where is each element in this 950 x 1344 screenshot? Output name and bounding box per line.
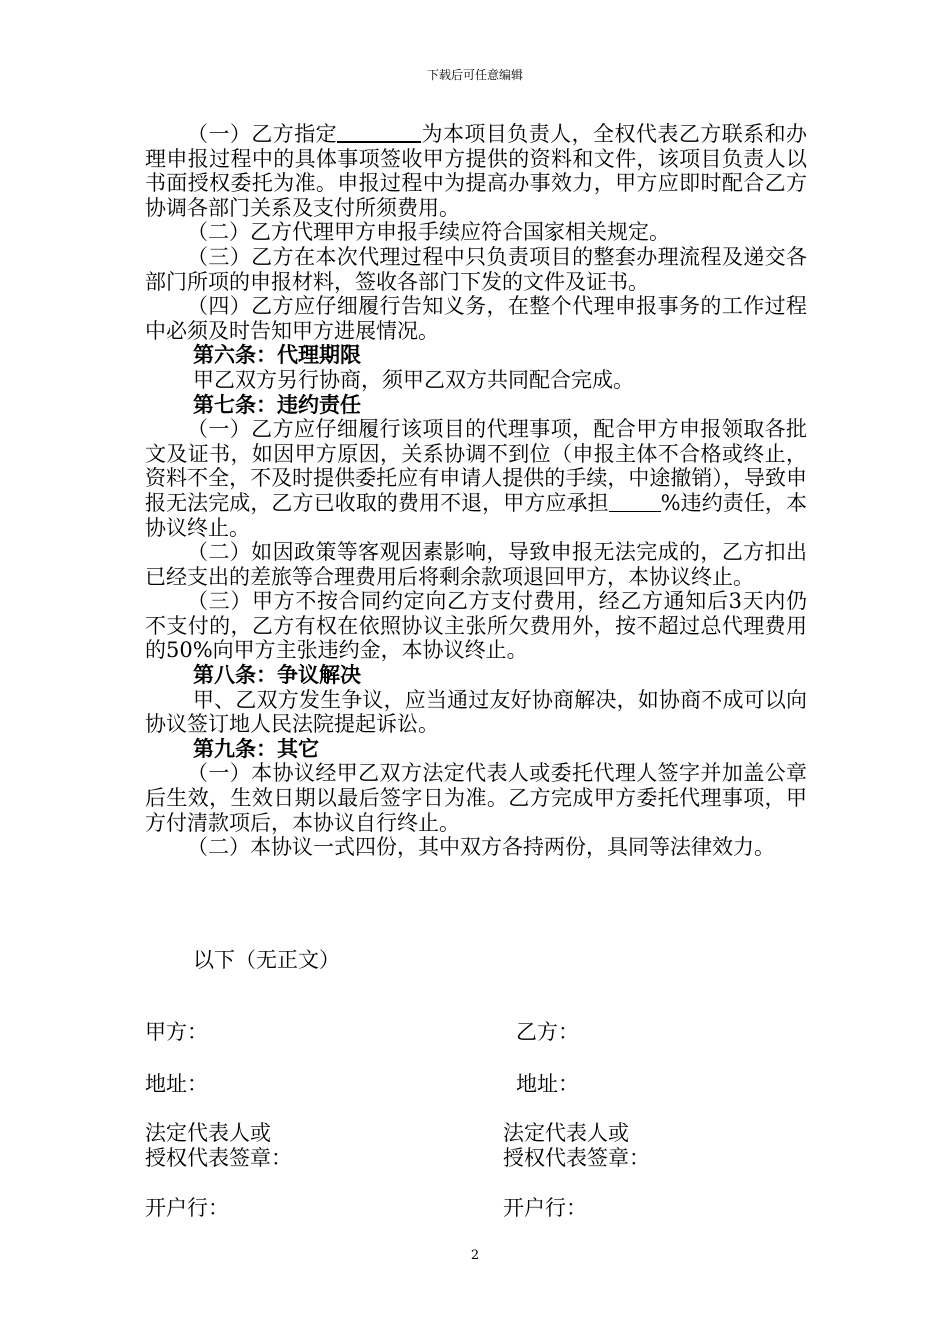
clause-5-item-3: （三）乙方在本次代理过程中只负责项目的整套办理流程及递交各部门所项的申报材料，签收各部门下发的文件及证书。 [145, 244, 807, 294]
document-body [145, 122, 807, 860]
clause-text: %违约责任，本协议终止。 [145, 490, 807, 540]
clause-9-item-2: （二）本协议一式四份，其中双方各持两份，具同等法律效力。 [187, 835, 775, 860]
clause-8-text: 甲、乙双方发生争议，应当通过友好协商解决，如协商不成可以向协议签订地人民法院提起诉讼。 [145, 687, 807, 737]
page-number: 2 [470, 1248, 480, 1263]
clause-7-item-3: （三）甲方不按合同约定向乙方支付费用，经乙方通知后3天内仍不支付的，乙方有权在依照协议主张所欠费用外，按不超过总代理费用的50%向甲方主张违约金，本协议终止。 [145, 589, 807, 663]
clause-text: （一）乙方应仔细履行该项目的代理事项，配合甲方申报领取各批文及证书，如因甲方原因，关系协调不到位（申报主体不合格或终止，资料不全，不及时提供委托应有申请人提供的手续，中途撤销），导致申报无法完成，乙方已收取的费用不退，甲方应承担 [145, 417, 807, 515]
blank-line [337, 123, 421, 143]
rep-line-2: 授权代表签章： [145, 1145, 292, 1170]
rep-line-2: 授权代表签章： [503, 1145, 650, 1170]
party-a-representative [145, 1121, 292, 1170]
party-b-representative [503, 1121, 650, 1170]
party-b-label: 乙方： [516, 1020, 579, 1044]
clause-6-text: 甲乙双方另行协商，须甲乙双方共同配合完成。 [193, 367, 634, 392]
party-a-address: 地址： [145, 1072, 208, 1096]
heading-article-6: 第六条：代理期限 [193, 342, 361, 368]
party-b-bank: 开户行： [503, 1196, 587, 1220]
heading-article-8: 第八条：争议解决 [193, 662, 361, 688]
rep-line-1: 法定代表人或 [145, 1121, 271, 1145]
party-a-label: 甲方： [145, 1020, 208, 1044]
clause-text: （一）乙方指定 [187, 122, 338, 146]
clause-5-item-4: （四）乙方应仔细履行告知义务，在整个代理申报事务的工作过程中必须及时告知甲方进展情况。 [145, 294, 807, 343]
clause-5-item-1 [145, 122, 807, 220]
party-b-address: 地址： [516, 1072, 579, 1096]
clause-7-item-2: （二）如因政策等客观因素影响，导致申报无法完成的，乙方扣出已经支出的差旅等合理费用后将剩余款项退回甲方，本协议终止。 [145, 540, 807, 589]
clause-text: 为本项目负责人，全权代表乙方联系和办理申报过程中的具体事项签收甲方提供的资料和文件，该项目负责人以书面授权委托为准。申报过程中为提高办事效力，甲方应即时配合乙方协调各部门关系及支付所须费用。 [145, 122, 808, 220]
heading-article-7: 第七条：违约责任 [193, 391, 361, 417]
rep-line-1: 法定代表人或 [503, 1121, 629, 1145]
end-note: 以下（无正文） [193, 948, 340, 972]
page-header: 下载后可任意编辑 [426, 68, 523, 82]
heading-article-9: 第九条：其它 [193, 735, 319, 761]
party-a-bank: 开户行： [145, 1196, 229, 1220]
clause-5-item-2: （二）乙方代理甲方申报手续应符合国家相关规定。 [187, 220, 670, 245]
clause-7-item-1 [145, 417, 807, 540]
clause-9-item-1: （一）本协议经甲乙双方法定代表人或委托代理人签字并加盖公章后生效，生效日期以最后签字日为准。乙方完成甲方委托代理事项，甲方付清款项后，本协议自行终止。 [145, 761, 807, 835]
blank-line [609, 493, 661, 512]
